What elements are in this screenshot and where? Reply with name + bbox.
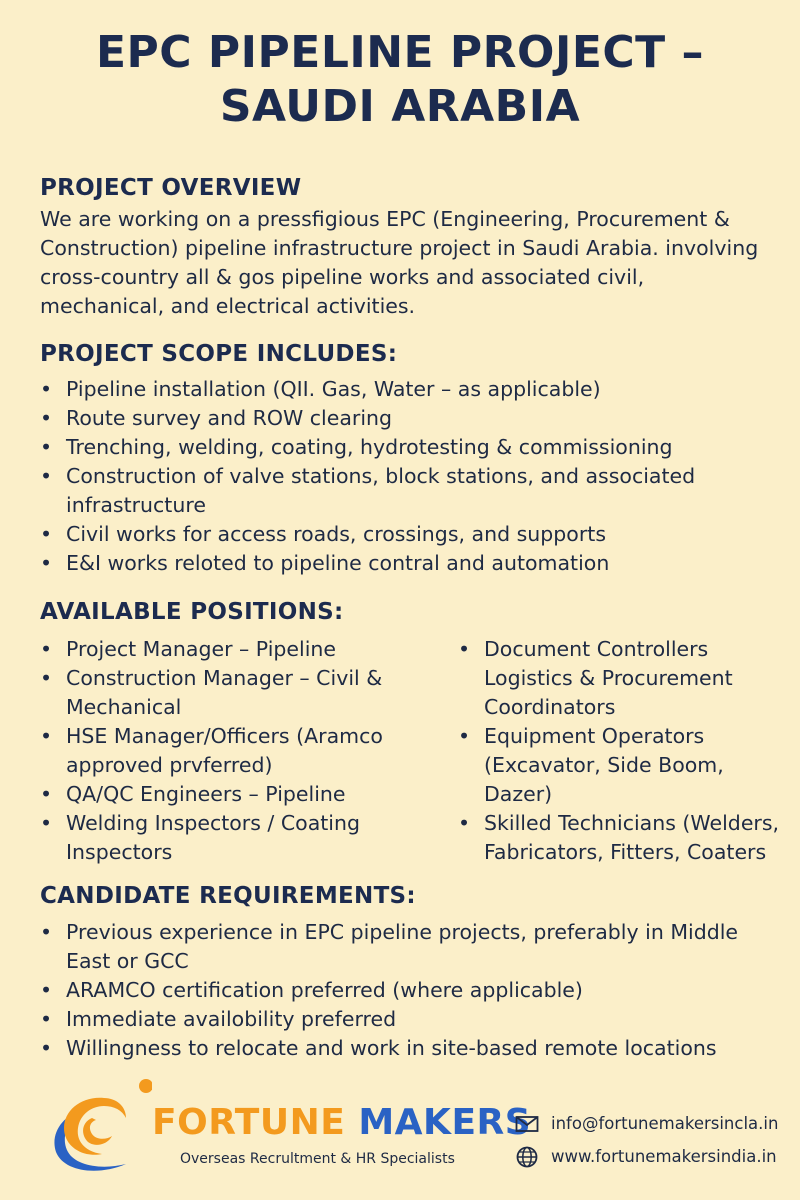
scope-item: • Route survey and ROW clearing [40,404,780,433]
logo-icon [42,1072,152,1182]
positions-list-right [458,635,788,867]
requirements-list [40,918,785,1063]
scope-item: • Construction of valve stations, block stations, and associated infrastructure [40,462,780,520]
positions-heading: AVAILABLE POSITIONS: [40,599,344,625]
requirement-item: • Previous experience in EPC pipeline projects, preferably in Middle East or GCC [40,918,785,976]
email-text[interactable]: info@fortunemakersincla.in [551,1114,779,1133]
overview-heading: PROJECT OVERVIEW [40,175,302,201]
scope-list [40,375,780,578]
position-item: • Construction Manager – Civil & Mechanical [40,664,430,722]
globe-icon [515,1146,539,1168]
requirement-item: • ARAMCO certification preferred (where applicable) [40,976,785,1005]
position-item: • Document Controllers Logistics & Procurement Coordinators [458,635,788,722]
brand-name [152,1101,531,1145]
scope-item: • Trenching, welding, coating, hydrotesting & commissioning [40,433,780,462]
fortune-makers-logo [42,1072,152,1182]
requirements-heading: CANDIDATE REQUIREMENTS: [40,883,416,909]
brand-name-part-2: MAKERS [358,1102,532,1143]
position-item: • Project Manager – Pipeline [40,635,430,664]
position-item: • HSE Manager/Officers (Aramco approved prvferred) [40,722,430,780]
brand-tagline: Overseas Recrultment & HR Specialists [180,1151,455,1167]
requirement-item: • Willingness to relocate and work in site-based remote locations [40,1034,785,1063]
title-line-2: SAUDI ARABIA [219,81,581,132]
overview-text: We are working on a pressfigious EPC (Engineering, Procurement & Construction) pipeline infrastructure project in Saudi Arabia. involving cross-country all & gos pipeline works and associated civil, mechanical, and electrical activities. [40,207,759,318]
title-line-1: EPC PIPELINE PROJECT – [95,27,705,78]
brand-name-part-1: FORTUNE [152,1102,346,1143]
position-item: • QA/QC Engineers – Pipeline [40,780,430,809]
scope-heading: PROJECT SCOPE INCLUDES: [40,341,398,367]
scope-item: • Civil works for access roads, crossings, and supports [40,520,780,549]
requirement-item: • Immediate availobility preferred [40,1005,785,1034]
position-item: • Skilled Technicians (Welders, Fabricators, Fitters, Coaters [458,809,788,867]
position-item: • Equipment Operators (Excavator, Side Boom, Dazer) [458,722,788,809]
page-title [0,26,800,134]
envelope-icon [515,1113,539,1135]
scope-item: • E&I works reloted to pipeline contral and automation [40,549,780,578]
website-text[interactable]: www.fortunemakersindia.in [551,1147,777,1166]
scope-item: • Pipeline installation (QII. Gas, Water – as applicable) [40,375,780,404]
positions-list-left [40,635,430,867]
position-item: • Welding Inspectors / Coating Inspectors [40,809,430,867]
